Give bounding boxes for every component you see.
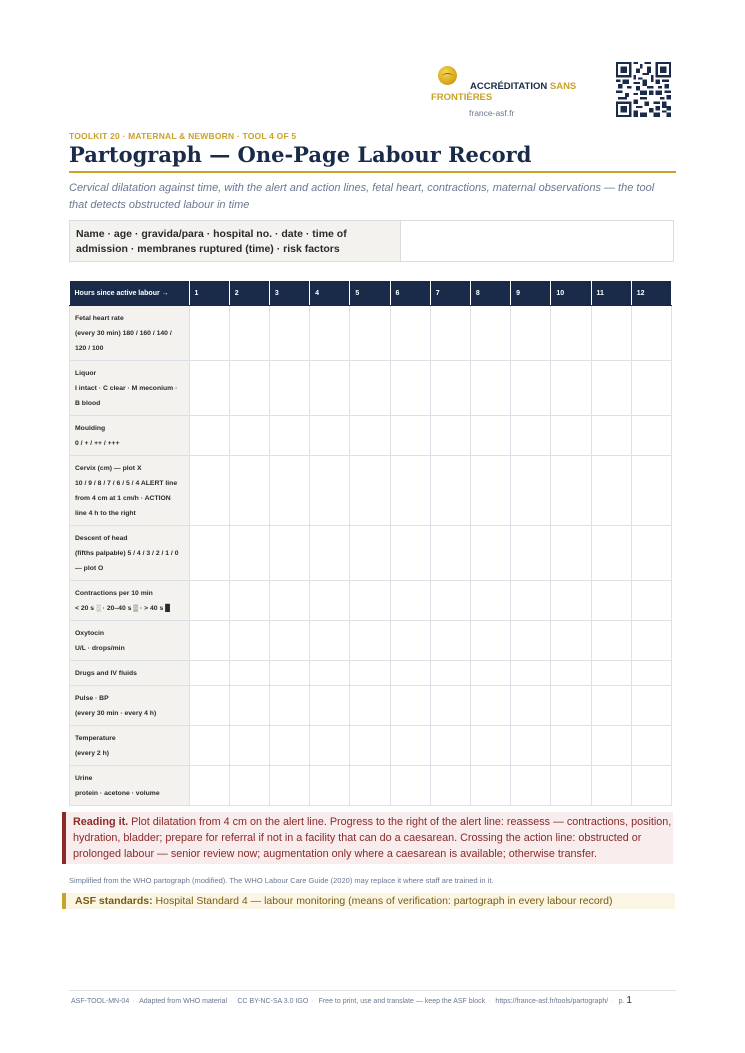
grid-row-label bbox=[70, 766, 190, 806]
row-label-detail: U/L · drops/min bbox=[75, 644, 125, 652]
grid-cell[interactable] bbox=[229, 361, 269, 416]
grid-cell[interactable] bbox=[511, 416, 551, 456]
grid-cell[interactable] bbox=[390, 661, 430, 686]
grid-cell[interactable] bbox=[189, 581, 229, 621]
grid-cell[interactable] bbox=[310, 456, 350, 526]
row-label-detail: 10 / 9 / 8 / 7 / 6 / 5 / 4 ALERT line from 4 cm at 1 cm/h · ACTION line 4 h to the right bbox=[75, 479, 178, 517]
grid-cell[interactable] bbox=[229, 526, 269, 581]
grid-cell[interactable] bbox=[511, 661, 551, 686]
source-note: Simplified from the WHO partograph (modified). The WHO Labour Care Guide (2020) may replace it where staff are trained in it. bbox=[69, 876, 494, 885]
grid-cell[interactable] bbox=[189, 661, 229, 686]
brand-url[interactable]: france-asf.fr bbox=[469, 108, 515, 118]
grid-row-label bbox=[70, 661, 190, 686]
grid-cell[interactable] bbox=[551, 456, 591, 526]
identity-entry-field[interactable] bbox=[401, 221, 673, 261]
grid-cell[interactable] bbox=[269, 361, 309, 416]
grid-cell[interactable] bbox=[269, 621, 309, 661]
grid-row bbox=[70, 306, 672, 361]
grid-row bbox=[70, 686, 672, 726]
grid-cell[interactable] bbox=[310, 416, 350, 456]
grid-cell[interactable] bbox=[430, 686, 470, 726]
grid-cell[interactable] bbox=[591, 416, 631, 456]
grid-cell[interactable] bbox=[591, 661, 631, 686]
grid-row bbox=[70, 456, 672, 526]
row-label-main: Moulding bbox=[75, 424, 106, 432]
grid-row bbox=[70, 416, 672, 456]
grid-cell[interactable] bbox=[229, 581, 269, 621]
grid-cell[interactable] bbox=[310, 661, 350, 686]
brand-name-part1: ACCRÉDITATION bbox=[470, 81, 550, 92]
row-label-main: Temperature bbox=[75, 734, 116, 742]
grid-cell[interactable] bbox=[390, 766, 430, 806]
grid-cell[interactable] bbox=[631, 306, 671, 361]
title-divider bbox=[69, 171, 676, 173]
row-label-main: Descent of head bbox=[75, 534, 128, 542]
grid-cell[interactable] bbox=[551, 416, 591, 456]
footer-divider bbox=[69, 990, 676, 991]
grid-cell[interactable] bbox=[470, 361, 510, 416]
reading-lead: Reading it. bbox=[73, 816, 129, 828]
grid-cell[interactable] bbox=[430, 526, 470, 581]
grid-cell[interactable] bbox=[310, 726, 350, 766]
grid-cell[interactable] bbox=[390, 621, 430, 661]
grid-cell[interactable] bbox=[631, 456, 671, 526]
grid-row-label bbox=[70, 306, 190, 361]
grid-cell[interactable] bbox=[269, 416, 309, 456]
grid-cell[interactable] bbox=[470, 766, 510, 806]
row-label-main: Drugs and IV fluids bbox=[75, 669, 137, 677]
grid-cell[interactable] bbox=[189, 361, 229, 416]
hour-header: 4 bbox=[310, 281, 350, 306]
hour-header: 8 bbox=[470, 281, 510, 306]
grid-row-label bbox=[70, 361, 190, 416]
grid-cell[interactable] bbox=[390, 581, 430, 621]
grid-cell[interactable] bbox=[269, 306, 309, 361]
row-label-detail: I intact · C clear · M meconium · B blood bbox=[75, 384, 178, 407]
grid-cell[interactable] bbox=[269, 581, 309, 621]
grid-cell[interactable] bbox=[470, 661, 510, 686]
footer-license: CC BY-NC-SA 3.0 IGO bbox=[237, 998, 309, 1005]
grid-cell[interactable] bbox=[591, 306, 631, 361]
grid-cell[interactable] bbox=[631, 526, 671, 581]
grid-cell[interactable] bbox=[350, 581, 390, 621]
footer-usage: Free to print, use and translate — keep the ASF block bbox=[318, 998, 486, 1005]
grid-cell[interactable] bbox=[229, 661, 269, 686]
grid-cell[interactable] bbox=[631, 416, 671, 456]
partograph-grid bbox=[69, 281, 672, 806]
grid-cell[interactable] bbox=[470, 621, 510, 661]
grid-cell[interactable] bbox=[189, 726, 229, 766]
grid-row bbox=[70, 526, 672, 581]
grid-header-row bbox=[70, 281, 672, 306]
grid-cell[interactable] bbox=[430, 661, 470, 686]
grid-cell[interactable] bbox=[269, 526, 309, 581]
grid-cell[interactable] bbox=[350, 726, 390, 766]
grid-cell[interactable] bbox=[511, 766, 551, 806]
grid-row-label bbox=[70, 686, 190, 726]
grid-cell[interactable] bbox=[430, 456, 470, 526]
grid-cell[interactable] bbox=[310, 306, 350, 361]
hours-header-label: Hours since active labour → bbox=[70, 281, 190, 306]
grid-cell[interactable] bbox=[229, 416, 269, 456]
grid-row-label bbox=[70, 581, 190, 621]
row-label-detail: (every 30 min · every 4 h) bbox=[75, 709, 157, 717]
row-label-main: Cervix (cm) — plot X bbox=[75, 464, 142, 472]
grid-cell[interactable] bbox=[551, 621, 591, 661]
grid-row-label bbox=[70, 726, 190, 766]
grid-cell[interactable] bbox=[390, 686, 430, 726]
grid-row bbox=[70, 661, 672, 686]
row-label-detail: (fifths palpable) 5 / 4 / 3 / 2 / 1 / 0 — plot O bbox=[75, 549, 179, 572]
grid-cell[interactable] bbox=[551, 526, 591, 581]
grid-cell[interactable] bbox=[470, 526, 510, 581]
footer-doc-id: ASF-TOOL-MN-04 bbox=[71, 998, 130, 1005]
grid-cell[interactable] bbox=[269, 686, 309, 726]
grid-row-label bbox=[70, 526, 190, 581]
row-label-main: Urine bbox=[75, 774, 93, 782]
page-subtitle: Cervical dilatation against time, with the alert and action lines, fetal heart, contractions, maternal observations — the tool that detects obstructed labour in time bbox=[69, 182, 655, 211]
grid-cell[interactable] bbox=[229, 456, 269, 526]
grid-cell[interactable] bbox=[591, 526, 631, 581]
grid-cell[interactable] bbox=[470, 456, 510, 526]
grid-cell[interactable] bbox=[631, 766, 671, 806]
grid-cell[interactable] bbox=[591, 766, 631, 806]
grid-cell[interactable] bbox=[551, 726, 591, 766]
grid-cell[interactable] bbox=[350, 526, 390, 581]
grid-cell[interactable] bbox=[511, 686, 551, 726]
brand-name-part3: FRONTIÈRES bbox=[431, 92, 493, 103]
grid-cell[interactable] bbox=[350, 456, 390, 526]
identity-label: Name · age · gravida/para · hospital no. · date · time of admission · membranes ruptured (time) · risk factors bbox=[70, 221, 401, 261]
hour-header: 9 bbox=[511, 281, 551, 306]
grid-cell[interactable] bbox=[551, 686, 591, 726]
row-label-detail: protein · acetone · volume bbox=[75, 789, 160, 797]
grid-cell[interactable] bbox=[430, 306, 470, 361]
grid-cell[interactable] bbox=[350, 361, 390, 416]
grid-cell[interactable] bbox=[229, 306, 269, 361]
grid-cell[interactable] bbox=[310, 686, 350, 726]
grid-cell[interactable] bbox=[430, 726, 470, 766]
grid-cell[interactable] bbox=[350, 686, 390, 726]
grid-cell[interactable] bbox=[189, 526, 229, 581]
row-label-detail: 0 / + / ++ / +++ bbox=[75, 439, 120, 447]
grid-cell[interactable] bbox=[430, 766, 470, 806]
toolkit-kicker: TOOLKIT 20 · MATERNAL & NEWBORN · TOOL 4 OF 5 bbox=[69, 131, 297, 141]
grid-cell[interactable] bbox=[591, 686, 631, 726]
grid-cell[interactable] bbox=[631, 361, 671, 416]
grid-cell[interactable] bbox=[310, 361, 350, 416]
grid-cell[interactable] bbox=[430, 581, 470, 621]
grid-cell[interactable] bbox=[631, 621, 671, 661]
grid-cell[interactable] bbox=[310, 526, 350, 581]
grid-cell[interactable] bbox=[189, 416, 229, 456]
grid-cell[interactable] bbox=[551, 581, 591, 621]
grid-cell[interactable] bbox=[189, 686, 229, 726]
footer-page-number: 1 bbox=[626, 995, 632, 1006]
row-label-detail: (every 2 h) bbox=[75, 749, 110, 757]
grid-cell[interactable] bbox=[470, 416, 510, 456]
hour-header: 1 bbox=[189, 281, 229, 306]
grid-cell[interactable] bbox=[189, 621, 229, 661]
grid-cell[interactable] bbox=[390, 416, 430, 456]
grid-cell[interactable] bbox=[631, 661, 671, 686]
grid-cell[interactable] bbox=[390, 526, 430, 581]
grid-row bbox=[70, 726, 672, 766]
hour-header: 2 bbox=[229, 281, 269, 306]
grid-row bbox=[70, 766, 672, 806]
reading-guidance bbox=[62, 812, 673, 864]
hour-header: 10 bbox=[551, 281, 591, 306]
grid-cell[interactable] bbox=[511, 306, 551, 361]
grid-row-label bbox=[70, 416, 190, 456]
grid-cell[interactable] bbox=[269, 766, 309, 806]
grid-cell[interactable] bbox=[390, 306, 430, 361]
grid-cell[interactable] bbox=[390, 456, 430, 526]
grid-cell[interactable] bbox=[189, 766, 229, 806]
grid-cell[interactable] bbox=[470, 726, 510, 766]
hour-header: 12 bbox=[631, 281, 671, 306]
grid-cell[interactable] bbox=[591, 581, 631, 621]
grid-row bbox=[70, 581, 672, 621]
grid-cell[interactable] bbox=[551, 766, 591, 806]
grid-cell[interactable] bbox=[390, 361, 430, 416]
grid-cell[interactable] bbox=[229, 686, 269, 726]
brand-name-part2: SANS bbox=[549, 81, 577, 92]
grid-cell[interactable] bbox=[269, 456, 309, 526]
grid-cell[interactable] bbox=[189, 456, 229, 526]
grid-cell[interactable] bbox=[551, 361, 591, 416]
row-label-main: Pulse · BP bbox=[75, 694, 109, 702]
grid-cell[interactable] bbox=[310, 621, 350, 661]
footer-page-prefix: p. bbox=[618, 998, 625, 1005]
grid-row bbox=[70, 621, 672, 661]
page-footer: ASF-TOOL-MN-04 · Adapted from WHO material · CC BY-NC-SA 3.0 IGO · Free to print, use and translate — keep the ASF block · https://france-asf.fr/tools/partograph/ · p. 1 bbox=[71, 995, 632, 1006]
grid-cell[interactable] bbox=[310, 581, 350, 621]
hour-header: 11 bbox=[591, 281, 631, 306]
row-label-main: Liquor bbox=[75, 369, 97, 377]
grid-cell[interactable] bbox=[591, 621, 631, 661]
hour-header: 7 bbox=[430, 281, 470, 306]
reading-text: Plot dilatation from 4 cm on the alert line. Progress to the right of the alert line: reassess — contractions, position, hydration, bladder; prepare for referral if not in a facility that can do a caesarean. Crossing the action line: obstructed or prolonged labour — senior review now; augmentation only where a caesarean is available; otherwise transfer. bbox=[73, 816, 672, 860]
grid-cell[interactable] bbox=[229, 766, 269, 806]
grid-cell[interactable] bbox=[350, 306, 390, 361]
grid-cell[interactable] bbox=[430, 416, 470, 456]
row-label-main: Oxytocin bbox=[75, 629, 105, 637]
grid-cell[interactable] bbox=[591, 361, 631, 416]
grid-cell[interactable] bbox=[631, 726, 671, 766]
grid-cell[interactable] bbox=[511, 526, 551, 581]
grid-row-label bbox=[70, 621, 190, 661]
grid-cell[interactable] bbox=[430, 361, 470, 416]
qr-code-icon bbox=[616, 62, 671, 117]
grid-cell[interactable] bbox=[511, 361, 551, 416]
footer-source: Adapted from WHO material bbox=[139, 998, 228, 1005]
grid-cell[interactable] bbox=[350, 621, 390, 661]
patient-identity-box bbox=[69, 220, 674, 262]
grid-cell[interactable] bbox=[511, 581, 551, 621]
grid-cell[interactable] bbox=[310, 766, 350, 806]
grid-cell[interactable] bbox=[350, 661, 390, 686]
grid-cell[interactable] bbox=[511, 456, 551, 526]
brand-name bbox=[431, 81, 601, 103]
grid-row bbox=[70, 361, 672, 416]
grid-cell[interactable] bbox=[269, 661, 309, 686]
grid-cell[interactable] bbox=[551, 306, 591, 361]
grid-cell[interactable] bbox=[269, 726, 309, 766]
grid-cell[interactable] bbox=[631, 686, 671, 726]
grid-row-label bbox=[70, 456, 190, 526]
hour-header: 5 bbox=[350, 281, 390, 306]
grid-cell[interactable] bbox=[229, 621, 269, 661]
standards-lead: ASF standards: bbox=[75, 895, 153, 907]
hour-header: 3 bbox=[269, 281, 309, 306]
hour-header: 6 bbox=[390, 281, 430, 306]
footer-url-link[interactable]: https://france-asf.fr/tools/partograph/ bbox=[495, 998, 609, 1005]
grid-cell[interactable] bbox=[470, 306, 510, 361]
row-label-detail: < 20 s ░ · 20–40 s ▒ · > 40 s █ bbox=[75, 604, 170, 612]
grid-cell[interactable] bbox=[511, 726, 551, 766]
grid-cell[interactable] bbox=[591, 726, 631, 766]
asf-standards-box bbox=[62, 893, 675, 909]
grid-cell[interactable] bbox=[229, 726, 269, 766]
grid-cell[interactable] bbox=[350, 416, 390, 456]
grid-cell[interactable] bbox=[551, 661, 591, 686]
standards-text: Hospital Standard 4 — labour monitoring (means of verification: partograph in every labour record) bbox=[152, 895, 613, 907]
grid-cell[interactable] bbox=[511, 621, 551, 661]
grid-cell[interactable] bbox=[470, 686, 510, 726]
grid-cell[interactable] bbox=[631, 581, 671, 621]
grid-cell[interactable] bbox=[470, 581, 510, 621]
grid-cell[interactable] bbox=[591, 456, 631, 526]
page-title: Partograph — One-Page Labour Record bbox=[69, 142, 532, 167]
grid-cell[interactable] bbox=[189, 306, 229, 361]
grid-cell[interactable] bbox=[430, 621, 470, 661]
grid-cell[interactable] bbox=[350, 766, 390, 806]
grid-cell[interactable] bbox=[390, 726, 430, 766]
row-label-main: Fetal heart rate bbox=[75, 314, 124, 322]
row-label-detail: (every 30 min) 180 / 160 / 140 / 120 / 100 bbox=[75, 329, 172, 352]
row-label-main: Contractions per 10 min bbox=[75, 589, 153, 597]
